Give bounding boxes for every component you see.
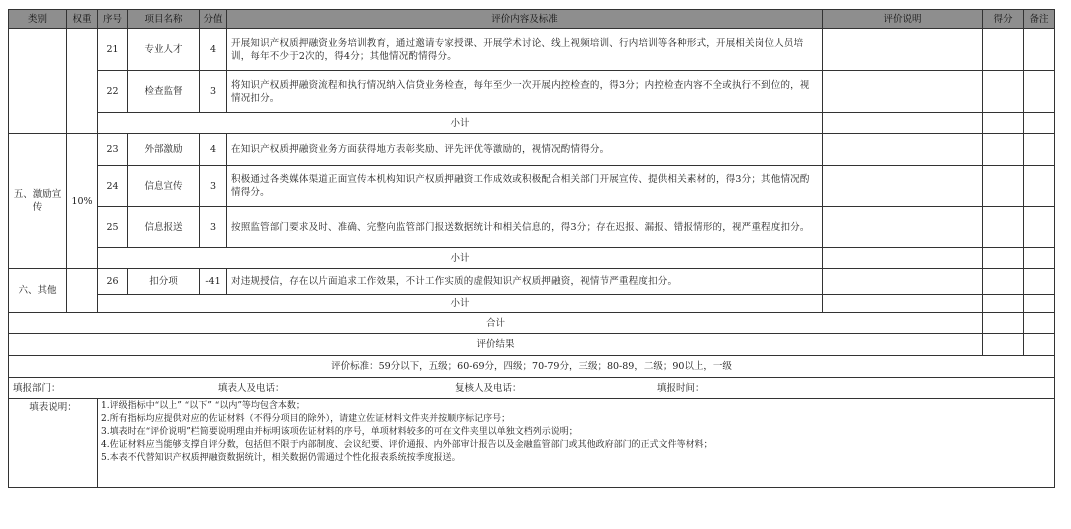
fill-time-label: 填报时间： [657,382,705,394]
row-score: 3 [200,166,227,207]
table-row [9,29,1055,71]
subtotal-row [9,113,1055,134]
evaluation-table [8,9,1055,488]
note-item: 5.本表不代替知识产权质押融资数据统计，相关数据仍需通过个性化报表系统按季度报送。 [101,453,461,463]
category-weight: 10% [67,134,98,269]
row-content: 对违规授信，存在以片面追求工作效果，不计工作实质的虚假知识产权质押融资，视情节严重程度扣分。 [227,269,823,295]
row-index: 24 [98,166,128,207]
row-item-name: 外部激励 [128,134,200,166]
weight-cell-prev [67,29,98,134]
subtotal-label: 小计 [98,113,823,134]
table-row [9,166,1055,207]
row-item-name: 检查监督 [128,71,200,113]
row-score: 4 [200,29,227,71]
row-content: 将知识产权质押融资流程和执行情况纳入信贷业务检查，每年至少一次开展内控检查的，得3分；内控检查内容不全或执行不到位的，视情况扣分。 [227,71,823,113]
notes-label: 填表说明： [9,399,98,488]
row-got-score-cell[interactable] [983,71,1024,113]
subtotal-explanation-cell[interactable] [823,295,983,313]
header-remark: 备注 [1024,10,1055,29]
row-index: 22 [98,71,128,113]
evaluation-standard: 评价标准：59分以下，五级；60-69分，四级；70-79分，三级；80-89，二级；90以上，一级 [9,356,1055,378]
row-remark-cell[interactable] [1024,269,1055,295]
header-got-score: 得分 [983,10,1024,29]
row-explanation-cell[interactable] [823,207,983,248]
result-got-score-cell[interactable] [983,334,1024,356]
note-item: 1.评级指标中“以上” “以下” “以内”等均包含本数； [101,401,305,411]
row-explanation-cell[interactable] [823,269,983,295]
row-remark-cell[interactable] [1024,134,1055,166]
category-weight [67,269,98,313]
total-remark-cell[interactable] [1024,313,1055,334]
standard-row [9,356,1055,378]
note-item: 3.填表时在“评价说明”栏简要说明理由并标明该项佐证材料的序号，单项材料较多的可在文件夹里以单独文档列示说明； [101,427,578,437]
row-index: 21 [98,29,128,71]
table-row [9,269,1055,295]
subtotal-remark-cell[interactable] [1024,295,1055,313]
subtotal-remark-cell[interactable] [1024,113,1055,134]
header-category: 类别 [9,10,67,29]
result-label: 评价结果 [9,334,983,356]
row-got-score-cell[interactable] [983,29,1024,71]
header-score: 分值 [200,10,227,29]
subtotal-got-score-cell[interactable] [983,113,1024,134]
row-remark-cell[interactable] [1024,29,1055,71]
total-got-score-cell[interactable] [983,313,1024,334]
subtotal-label: 小计 [98,295,823,313]
row-score: 3 [200,207,227,248]
row-score: -41 [200,269,227,295]
header-explanation: 评价说明 [823,10,983,29]
total-row [9,313,1055,334]
fill-filler-label: 填表人及电话： [218,382,285,394]
row-explanation-cell[interactable] [823,166,983,207]
header-row [9,10,1055,29]
row-item-name: 专业人才 [128,29,200,71]
subtotal-explanation-cell[interactable] [823,113,983,134]
category-label: 六、其他 [9,269,67,313]
row-explanation-cell[interactable] [823,71,983,113]
fill-dept-label: 填报部门： [13,382,61,394]
row-score: 3 [200,71,227,113]
table-row [9,207,1055,248]
subtotal-remark-cell[interactable] [1024,248,1055,269]
row-content: 积极通过各类媒体渠道正面宣传本机构知识产权质押融资工作成效或积极配合相关部门开展宣传、提供相关素材的，得3分；其他情况酌情得分。 [227,166,823,207]
category-label: 五、激励宣传 [9,134,67,269]
row-got-score-cell[interactable] [983,207,1024,248]
subtotal-got-score-cell[interactable] [983,248,1024,269]
fill-info-cell [9,378,1055,399]
row-index: 25 [98,207,128,248]
row-got-score-cell[interactable] [983,134,1024,166]
row-remark-cell[interactable] [1024,71,1055,113]
row-index: 26 [98,269,128,295]
row-remark-cell[interactable] [1024,166,1055,207]
fill-reviewer-label: 复核人及电话： [455,382,522,394]
row-got-score-cell[interactable] [983,166,1024,207]
result-remark-cell[interactable] [1024,334,1055,356]
row-got-score-cell[interactable] [983,269,1024,295]
subtotal-got-score-cell[interactable] [983,295,1024,313]
header-content: 评价内容及标准 [227,10,823,29]
subtotal-row [9,248,1055,269]
row-explanation-cell[interactable] [823,134,983,166]
fill-info-row [9,378,1055,399]
row-item-name: 扣分项 [128,269,200,295]
result-row [9,334,1055,356]
subtotal-explanation-cell[interactable] [823,248,983,269]
row-explanation-cell[interactable] [823,29,983,71]
header-index: 序号 [98,10,128,29]
row-content: 按照监管部门要求及时、准确、完整向监管部门报送数据统计和相关信息的，得3分；存在迟报、漏报、错报情形的，视严重程度扣分。 [227,207,823,248]
table-row [9,134,1055,166]
row-remark-cell[interactable] [1024,207,1055,248]
header-weight: 权重 [67,10,98,29]
note-item: 2.所有指标均应提供对应的佐证材料（不得分项目的除外），请建立佐证材料文件夹并按顺序标记序号； [101,414,511,424]
category-cell-prev [9,29,67,134]
table-row [9,71,1055,113]
notes-list [98,399,1055,488]
row-item-name: 信息报送 [128,207,200,248]
row-content: 开展知识产权质押融资业务培训教育，通过邀请专家授课、开展学术讨论、线上视频培训、行内培训等各种形式，开展相关岗位人员培训，每年不少于2次的，得4分；其他情况酌情得分。 [227,29,823,71]
row-score: 4 [200,134,227,166]
note-item: 4.佐证材料应当能够支撑自评分数，包括但不限于内部制度、会议纪要、评价通报、内外部审计报告以及金融监管部门或其他政府部门的正式文件等材料； [101,440,713,450]
subtotal-row [9,295,1055,313]
header-item-name: 项目名称 [128,10,200,29]
total-label: 合计 [9,313,983,334]
row-content: 在知识产权质押融资业务方面获得地方表彰奖励、评先评优等激励的，视情况酌情得分。 [227,134,823,166]
subtotal-label: 小计 [98,248,823,269]
row-item-name: 信息宣传 [128,166,200,207]
row-index: 23 [98,134,128,166]
notes-row [9,399,1055,488]
